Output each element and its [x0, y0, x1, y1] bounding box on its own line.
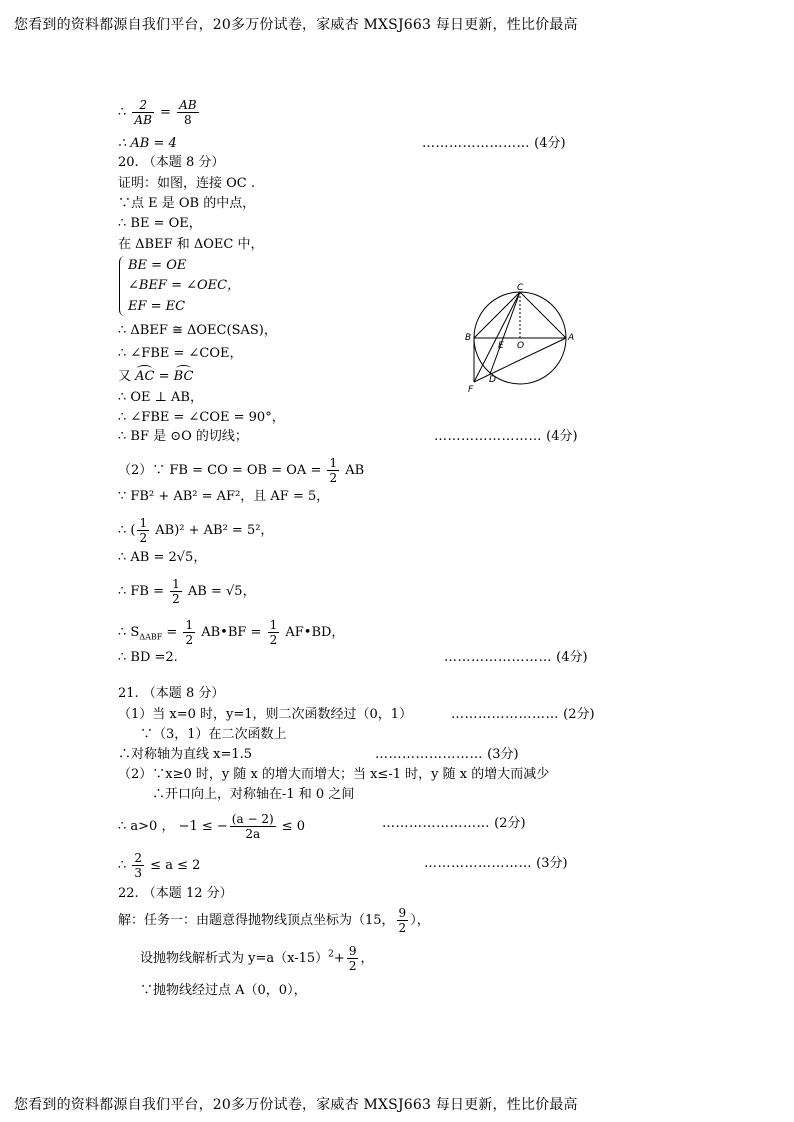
label-c: C: [517, 283, 524, 293]
q19-proportion: ∴ $\frac{2}{AB}$ = $\frac{AB}{8}$: [118, 98, 197, 127]
label-a: A: [568, 333, 575, 343]
q20-line: ∴ BD =2.: [118, 650, 178, 665]
segment-ca: [520, 292, 566, 338]
q20-score-2: …………………… (4分): [444, 650, 588, 665]
system-eq2: ∠BEF = ∠OEC，: [128, 278, 241, 293]
q20-area-line: ∴ $S_{\Delta ABF}$ = $\frac{1}{2}$ AB•BF = $\frac{1}{2}$ AF•BD，: [118, 618, 345, 647]
q19-result: ∴ AB = 4: [118, 136, 177, 151]
q21-line: （2）∵x≥0 时，y 随 x 的增大而增大；当 x≤-1 时，y 随 x 的增大而减少: [118, 767, 550, 782]
q21-line: ∴对称轴为直线 x=1.5: [118, 747, 253, 762]
q22-line: 解：任务一：由题意得抛物线顶点坐标为（15， $\frac{9}{2}$ ），: [118, 906, 430, 935]
q20-line: ∴ BE = OE，: [118, 216, 202, 231]
q22-line: 设抛物线解析式为 $y=a(x-15)^2+$ $\frac{9}{2}$ ，: [140, 944, 374, 973]
q21-line: ∴开口向上，对称轴在-1 和 0 之间: [152, 787, 355, 802]
q20-line: ∴ FB = $\frac{1}{2}$ AB = √5，: [118, 577, 256, 606]
label-o: O: [517, 341, 525, 351]
label-e: E: [498, 341, 504, 351]
q20-line: ∴ ∠FBE = ∠COE = 90°，: [118, 410, 285, 425]
q19-score: …………………… (4分): [422, 136, 566, 151]
q22-heading: 22. （本题 12 分）: [118, 886, 233, 901]
q21-heading: 21. （本题 8 分）: [118, 686, 225, 701]
q20-line: ∴ ΔBEF ≅ ΔOEC(SAS)，: [118, 323, 277, 338]
q20-line: ∵ FB² + AB² = AF²，且 AF = 5，: [118, 489, 330, 504]
system-brace: [119, 256, 126, 316]
segment-cf: [474, 292, 520, 382]
label-f: F: [468, 385, 474, 395]
q20-line: ∵点 E 是 OB 的中点，: [118, 196, 256, 211]
q20-line: ∴ AB = 2√5，: [118, 550, 207, 565]
q20-line: ∴ OE ⊥ AB，: [118, 390, 203, 405]
q21-line: ∵（3，1）在二次函数上: [140, 727, 287, 742]
q21-score-4: …………………… (3分): [424, 856, 568, 871]
q20-line: 在 ΔBEF 和 ΔOEC 中，: [118, 237, 264, 252]
q21-score-1: …………………… (2分): [451, 707, 595, 722]
label-d: D: [489, 375, 496, 385]
q20-line: ∴ ( $\frac{1}{2}$ AB)² + AB² = 5²，: [118, 516, 274, 545]
segment-bc: [474, 292, 520, 338]
header-banner: 您看到的资料都源自我们平台，20多万份试卷，家威杏 MXSJ663 每日更新，性比价最高: [14, 17, 578, 33]
circle-figure: [462, 282, 584, 398]
q20-arc-line: 又 AC = BC: [118, 369, 194, 384]
q21-range: ∴ $\frac{2}{3}$ ≤ a ≤ 2: [118, 851, 201, 880]
system-eq3: EF = EC: [128, 299, 186, 314]
q21-inequality: ∴ a>0 ， −1 ≤ − $\frac{(a - 2)}{2a}$ ≤ 0: [118, 812, 306, 841]
q20-part2: （2）∵ FB = CO = OB = OA = $\frac{1}{2}$ AB: [118, 456, 365, 485]
q21-line: （1）当 x=0 时，y=1，则二次函数经过（0，1）: [118, 707, 413, 722]
q20-line: ∴ ∠FBE = ∠COE，: [118, 346, 243, 361]
footer-banner: 您看到的资料都源自我们平台，20多万份试卷，家威杏 MXSJ663 每日更新，性比价最高: [14, 1097, 578, 1113]
q20-line: 证明：如图，连接 OC .: [118, 176, 256, 191]
q20-heading: 20. （本题 8 分）: [118, 155, 225, 170]
q21-score-2: …………………… (3分): [375, 747, 519, 762]
q21-score-3: …………………… (2分): [382, 816, 526, 831]
label-b: B: [465, 333, 472, 343]
q20-score-1: …………………… (4分): [434, 429, 578, 444]
q20-line: ∴ BF 是 ⊙O 的切线；: [118, 429, 248, 444]
system-eq1: BE = OE: [128, 258, 187, 273]
q22-line: ∵抛物线经过点 A（0，0），: [140, 983, 307, 998]
